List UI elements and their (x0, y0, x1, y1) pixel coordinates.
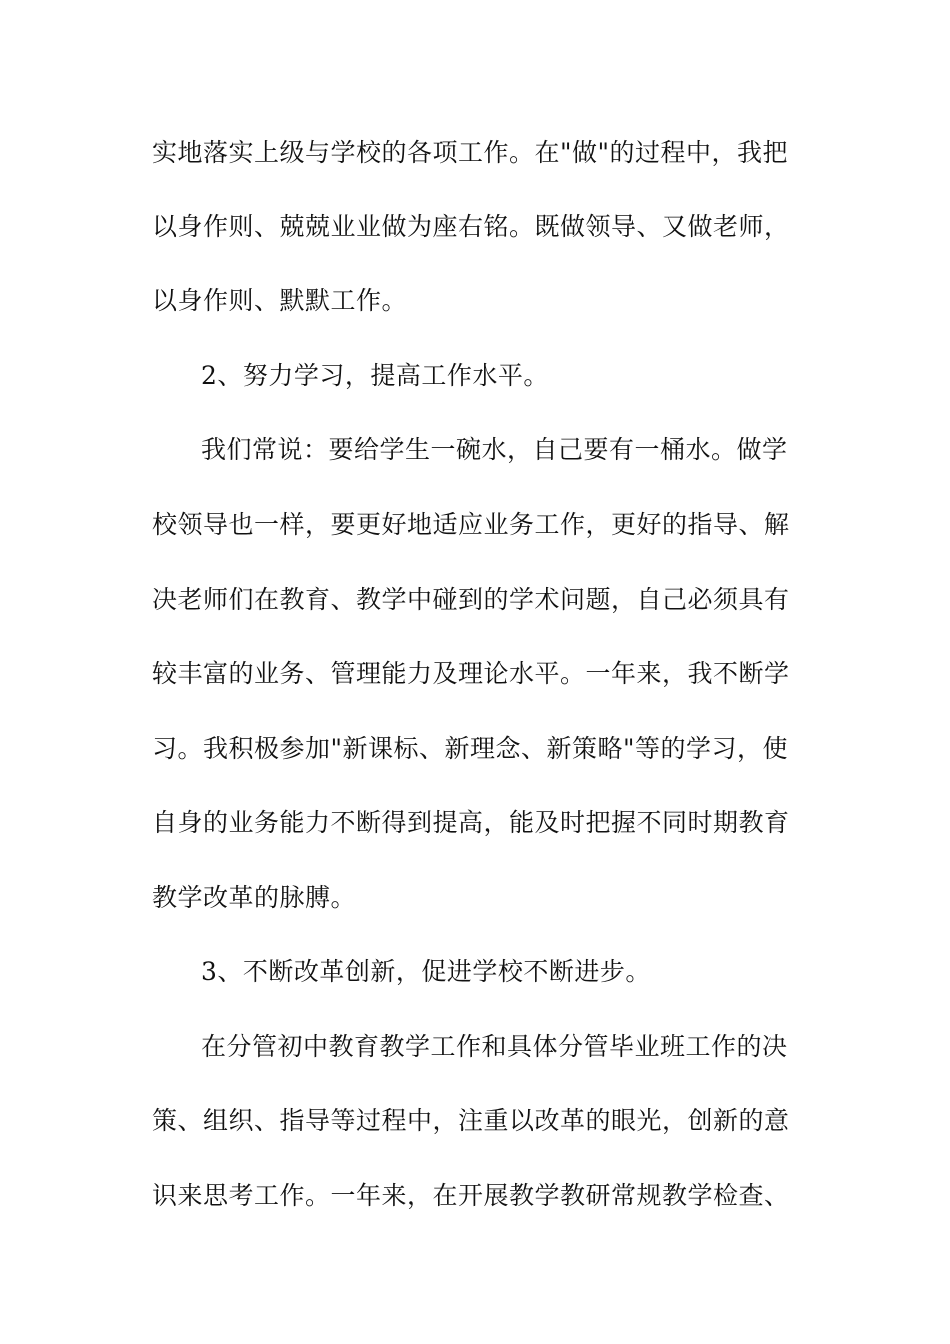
text-line: 较丰富的业务、管理能力及理论水平。一年来，我不断学 (152, 659, 790, 688)
text-line: 策、组织、指导等过程中，注重以改革的眼光，创新的意 (152, 1106, 790, 1135)
text-line: 教学改革的脉膊。 (152, 883, 357, 912)
text-line: 以身作则、兢兢业业做为座右铭。既做领导、又做老师， (152, 212, 790, 241)
text-line: 我们常说：要给学生一碗水，自己要有一桶水。做学 (201, 435, 788, 464)
text-line: 在分管初中教育教学工作和具体分管毕业班工作的决 (201, 1032, 788, 1061)
text-line: 自身的业务能力不断得到提高，能及时把握不同时期教育 (152, 808, 790, 837)
text-line: 决老师们在教育、教学中碰到的学术问题，自己必须具有 (152, 585, 790, 614)
section-heading: 3、不断改革创新，促进学校不断进步。 (201, 957, 651, 986)
text-line: 校领导也一样，要更好地适应业务工作，更好的指导、解 (152, 510, 790, 539)
text-line: 识来思考工作。一年来，在开展教学教研常规教学检查、 (152, 1181, 790, 1210)
text-line: 实地落实上级与学校的各项工作。在"做"的过程中，我把 (152, 138, 789, 167)
text-line: 以身作则、默默工作。 (152, 286, 408, 315)
text-line: 习。我积极参加"新课标、新理念、新策略"等的学习，使 (152, 734, 789, 763)
section-heading: 2、努力学习，提高工作水平。 (201, 361, 549, 390)
